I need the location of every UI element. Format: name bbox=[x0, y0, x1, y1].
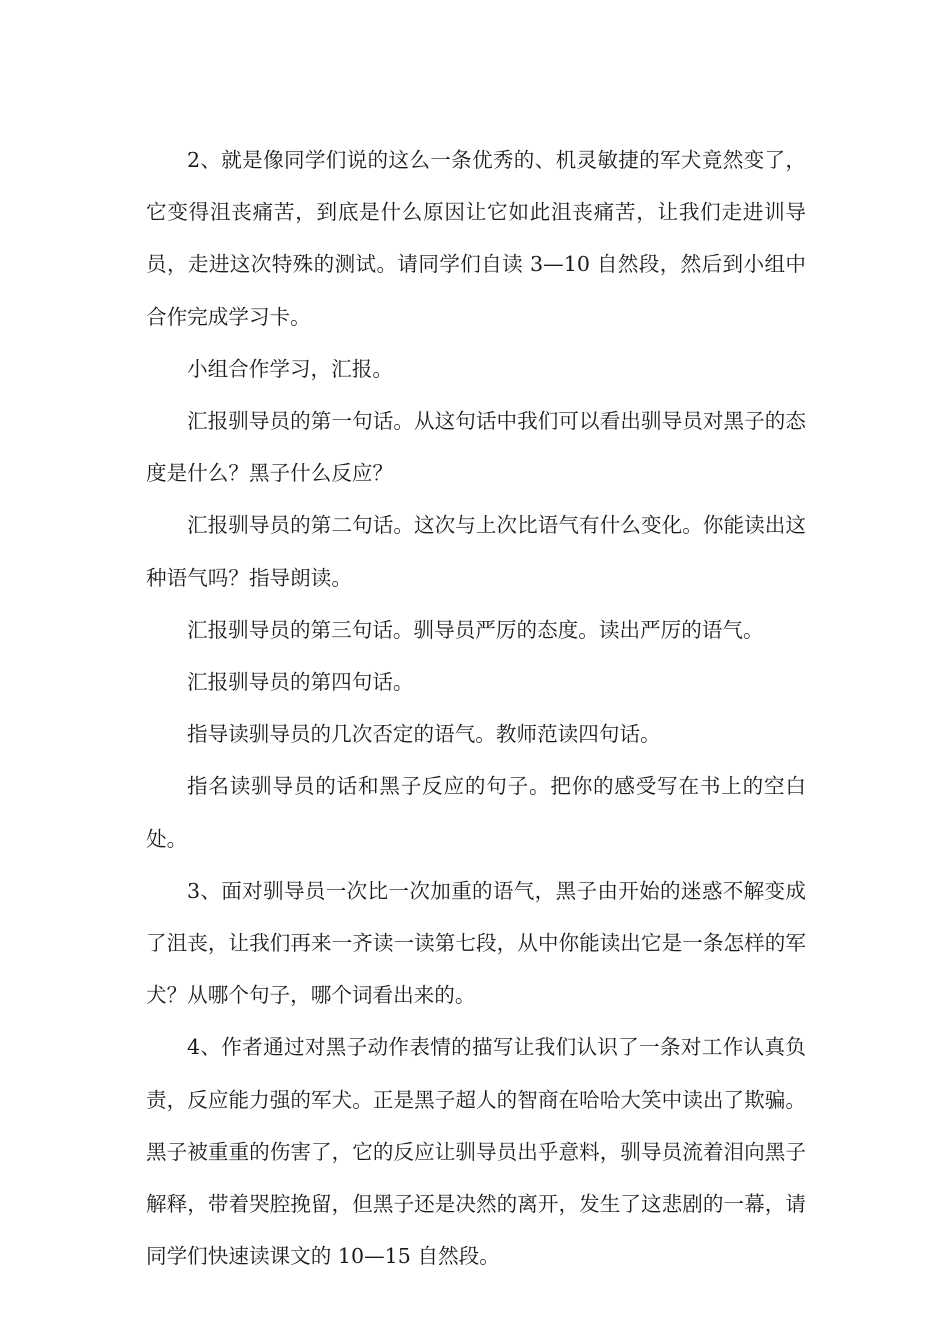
paragraph-group-report: 小组合作学习，汇报。 bbox=[187, 356, 393, 381]
paragraph-third-sentence: 汇报驯导员的第三句话。驯导员严厉的态度。读出严厉的语气。 bbox=[187, 617, 764, 642]
paragraph-step-2: 2、就是像同学们说的这么一条优秀的、机灵敏捷的军犬竟然变了，它变得沮丧痛苦，到底是什么原因让它如此沮丧痛苦，让我们走进训导员，走进这次特殊的测试。请同学们自读 3—10 自然段，然后到小组中合作完成学习卡。 bbox=[146, 148, 806, 329]
paragraph-step-4: 4、作者通过对黑子动作表情的描写让我们认识了一条对工作认真负责，反应能力强的军犬。正是黑子超人的智商在哈哈大笑中读出了欺骗。黑子被重重的伤害了，它的反应让驯导员出乎意料，驯导员流着泪向黑子解释，带着哭腔挽留，但黑子还是决然的离开，发生了这悲剧的一幕，请同学们快速读课文的 10—15 自然段。 bbox=[146, 1035, 806, 1269]
paragraph-fourth-sentence: 汇报驯导员的第四句话。 bbox=[187, 670, 414, 695]
paragraph-guided-reading: 指导读驯导员的几次否定的语气。教师范读四句话。 bbox=[187, 722, 661, 747]
paragraph-step-3: 3、面对驯导员一次比一次加重的语气，黑子由开始的迷惑不解变成了沮丧，让我们再来一齐读一读第七段，从中你能读出它是一条怎样的军犬？从哪个句子，哪个词看出来的。 bbox=[146, 878, 806, 1008]
paragraph-second-sentence: 汇报驯导员的第二句话。这次与上次比语气有什么变化。你能读出这种语气吗？指导朗读。 bbox=[146, 513, 806, 590]
document-page bbox=[146, 134, 806, 1282]
paragraph-first-sentence: 汇报驯导员的第一句话。从这句话中我们可以看出驯导员对黑子的态度是什么？黑子什么反应？ bbox=[146, 409, 806, 486]
paragraph-named-reading: 指名读驯导员的话和黑子反应的句子。把你的感受写在书上的空白处。 bbox=[146, 774, 806, 851]
